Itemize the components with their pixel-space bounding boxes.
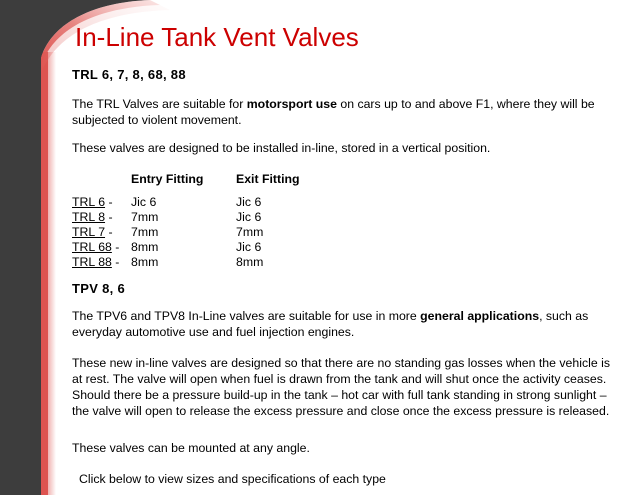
paragraph-trl-installation: These valves are designed to be installed in-line, stored in a vertical position. [72,141,491,155]
table-header [72,172,356,195]
trl-6-link[interactable]: TRL 6 [72,195,106,209]
table-cell-dash: - [111,255,120,269]
table-cell-exit: 8mm [236,255,264,269]
table-cell-entry: Jic 6 [131,195,157,209]
column-header-model [72,172,131,195]
paragraph-trl-intro-part2: on cars up to and above F1, where they will be subjected to violent movement. [72,97,595,127]
paragraph-tpv-intro [72,308,612,340]
table-cell-model[interactable] [72,210,131,225]
table-cell-exit: Jic 6 [236,210,262,224]
paragraph-tpv-intro-bold: general applications [420,309,540,323]
table-body [72,195,356,270]
table-cell-entry: 7mm [131,210,159,224]
table-row [72,240,356,255]
column-header-entry-fitting: Entry Fitting [131,172,204,186]
section-heading-trl: TRL 6, 7, 8, 68, 88 [72,67,186,82]
table-cell-dash: - [105,195,113,209]
paragraph-tpv-intro-part1: The TPV6 and TPV8 In-Line valves are suitable for use in more [72,309,421,323]
table-row [72,255,356,270]
table-cell-exit: 7mm [236,225,264,239]
table-row [72,195,356,210]
table-row [72,225,356,240]
table-cell-model[interactable] [72,195,131,210]
table-cell-model[interactable] [72,225,131,240]
trl-7-link[interactable]: TRL 7 [72,225,106,239]
table-cell-dash: - [105,225,113,239]
paragraph-tpv-mounting: These valves can be mounted at any angle. [72,441,310,455]
section-heading-tpv: TPV 8, 6 [72,281,125,296]
table-cell-dash: - [111,240,120,254]
trl-88-link[interactable]: TRL 88 [72,255,112,269]
table-cell-dash: - [105,210,113,224]
table-cell-entry: 7mm [131,225,159,239]
paragraph-tpv-intro-part2: , such as everyday automotive use and fuel injection engines. [72,309,589,339]
table-header-row [72,172,356,195]
table-cell-entry: 8mm [131,255,159,269]
table-cell-model[interactable] [72,255,131,270]
paragraph-trl-intro [72,96,620,128]
table-cell-entry: 8mm [131,240,159,254]
fitting-specification-table [72,172,356,270]
footer-instruction: Click below to view sizes and specifications of each type [79,472,386,486]
trl-8-link[interactable]: TRL 8 [72,210,106,224]
trl-68-link[interactable]: TRL 68 [72,240,112,254]
paragraph-trl-intro-bold: motorsport use [246,97,337,111]
table-cell-exit: Jic 6 [236,240,262,254]
page-title: In-Line Tank Vent Valves [75,22,359,52]
column-header-exit-fitting: Exit Fitting [236,172,300,186]
paragraph-tpv-operation: These new in-line valves are designed so that there are no standing gas losses when the vehicle is at rest. The valve will open when fuel is drawn from the tank and will shut once the activity ceases. Should there be a pressure build-up in the tank – hot car with full tank standing in strong sunlight – the valve will open to release the excess pressure and close once the excess pressure is released. [72,356,610,418]
table-row [72,210,356,225]
table-cell-exit: Jic 6 [236,195,262,209]
table-cell-model[interactable] [72,240,131,255]
paragraph-trl-intro-part1: The TRL Valves are suitable for [72,97,247,111]
